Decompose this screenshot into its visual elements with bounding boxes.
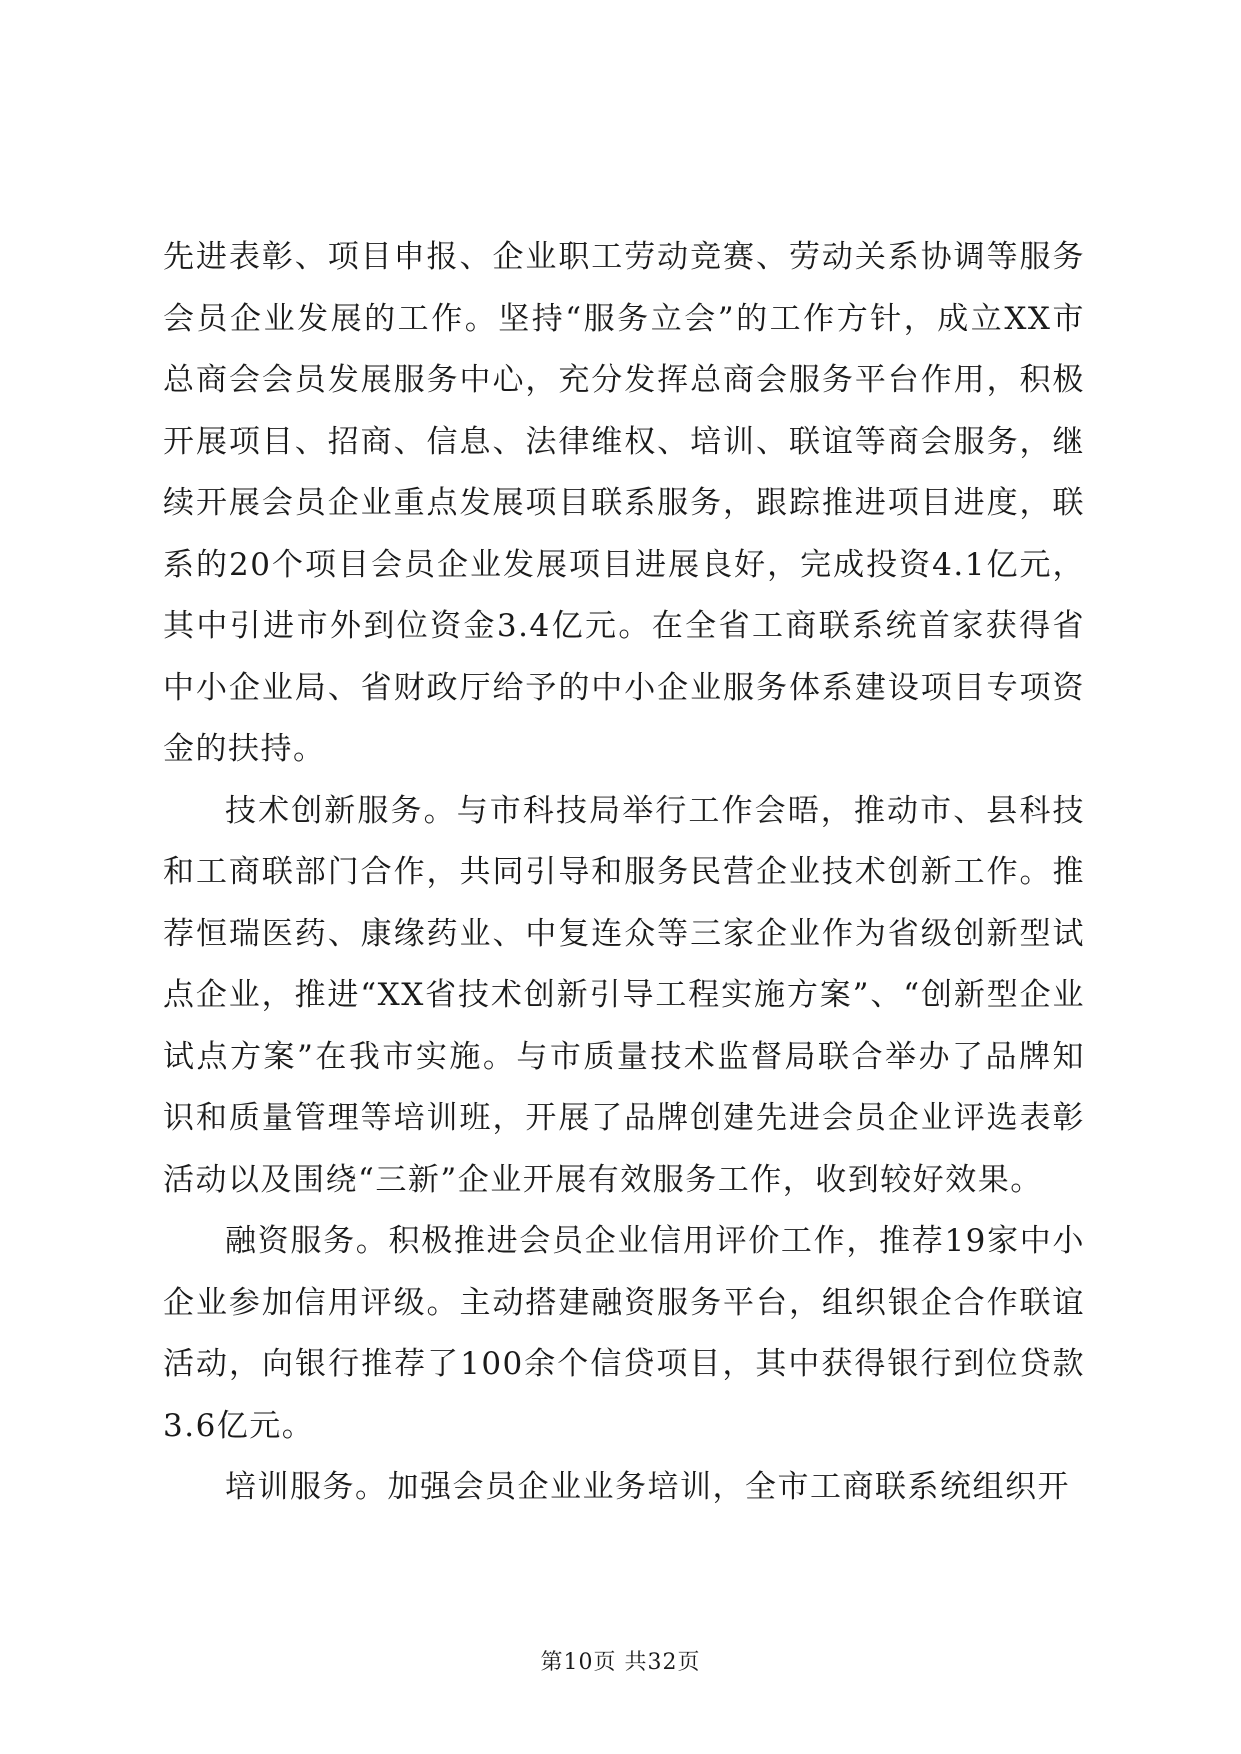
paragraph-technology-innovation: 技术创新服务。与市科技局举行工作会晤，推动市、县科技和工商联部门合作，共同引导和服务民营企业技术创新工作。推荐恒瑞医药、康缘药业、中复连众等三家企业作为省级创新型试点企业，推进“XX省技术创新引导工程实施方案”、“创新型企业试点方案”在我市实施。与市质量技术监督局联合举办了品牌知识和质量管理等培训班，开展了品牌创建先进会员企业评选表彰活动以及围绕“三新”企业开展有效服务工作，收到较好效果。 <box>163 792 1085 1198</box>
document-body <box>163 227 1085 1519</box>
page-number-footer: 第10页 共32页 <box>540 1650 701 1675</box>
paragraph-training-service: 培训服务。加强会员企业业务培训，全市工商联系统组织开 <box>225 1469 1070 1505</box>
paragraph-member-services: 先进表彰、项目申报、企业职工劳动竞赛、劳动关系协调等服务会员企业发展的工作。坚持“服务立会”的工作方针，成立XX市总商会会员发展服务中心，充分发挥总商会服务平台作用，积极开展项目、招商、信息、法律维权、培训、联谊等商会服务，继续开展会员企业重点发展项目联系服务，跟踪推进项目进度，联系的20个项目会员企业发展项目进展良好，完成投资4.1亿元，其中引进市外到位资金3.4亿元。在全省工商联系统首家获得省中小企业局、省财政厅给予的中小企业服务体系建设项目专项资金的扶持。 <box>163 239 1085 767</box>
paragraph-financing-service: 融资服务。积极推进会员企业信用评价工作，推荐19家中小企业参加信用评级。主动搭建融资服务平台，组织银企合作联谊活动，向银行推荐了100余个信贷项目，其中获得银行到位贷款3.6亿元。 <box>163 1223 1085 1444</box>
